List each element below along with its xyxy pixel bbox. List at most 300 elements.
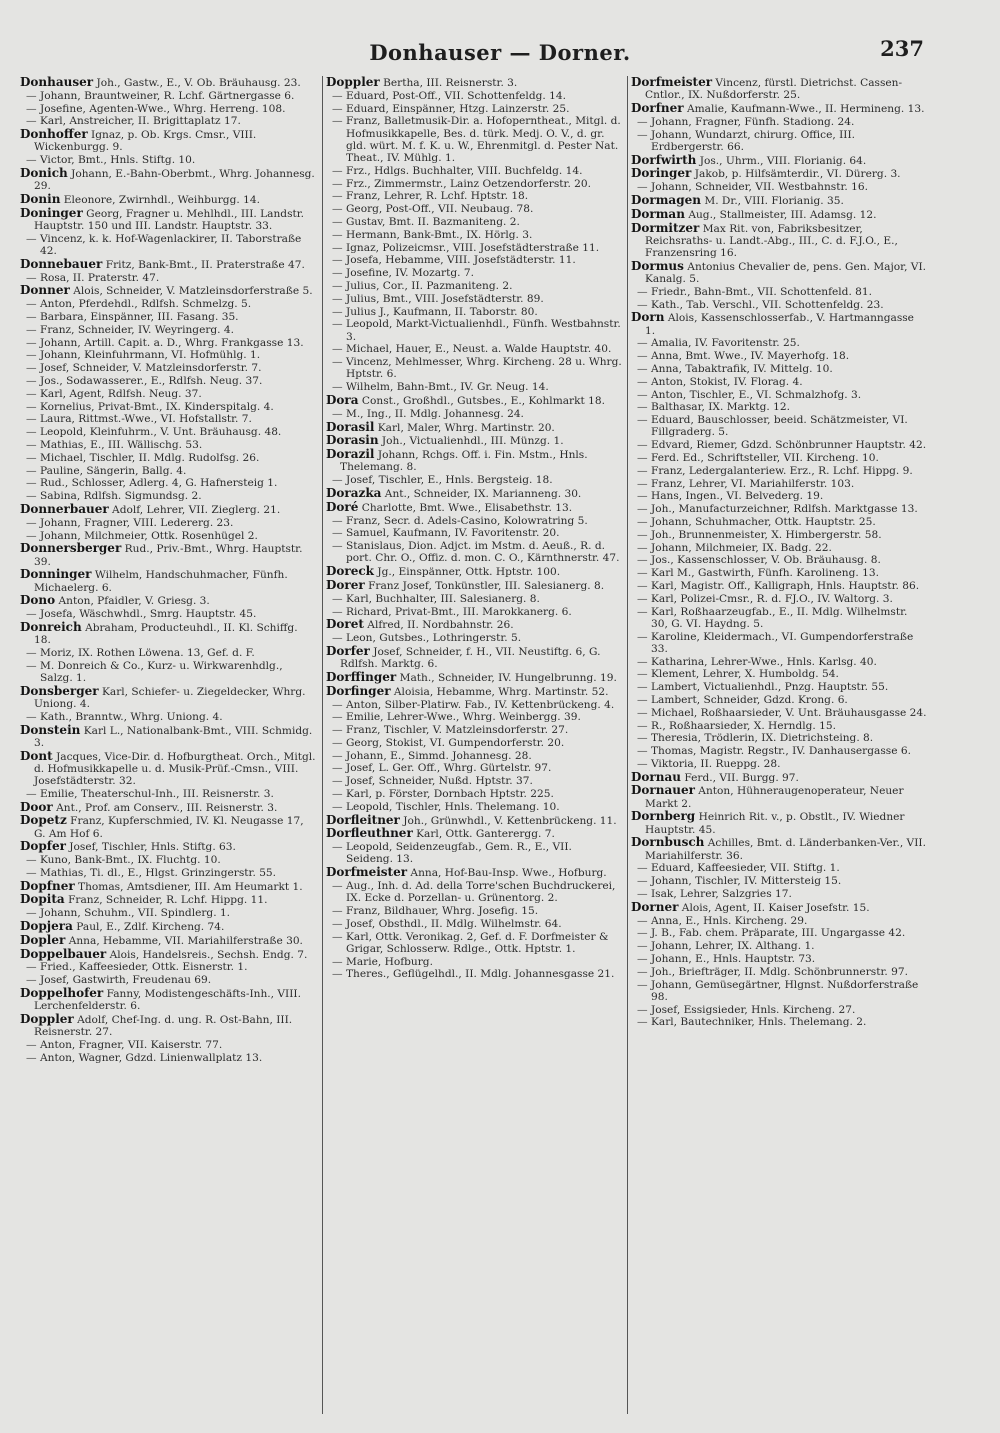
entry-text: Theres., Geflügelhdl., II. Mdlg. Johannesgasse 21. xyxy=(345,968,615,981)
entry-text: Josef, L. Ger. Off., Whrg. Gürtelstr. 97. xyxy=(345,762,552,775)
directory-entry xyxy=(631,966,927,978)
directory-entry xyxy=(631,758,927,770)
entry-text: Franz, Lehrer, R. Lchf. Hptstr. 18. xyxy=(345,190,529,203)
ditto-dash: — xyxy=(332,164,346,177)
directory-entry xyxy=(326,931,622,955)
entry-text: Adolf, Lehrer, VII. Zieglerg. 21. xyxy=(112,503,281,516)
entry-text: Amalia, IV. Favoritenstr. 25. xyxy=(650,337,800,350)
entry-text: Johann, Fragner, VIII. Ledererg. 23. xyxy=(39,516,234,529)
directory-entry xyxy=(20,258,316,271)
entry-text: Lambert, Schneider, Gdzd. Krong. 6. xyxy=(650,693,848,706)
entry-text: Karl, Roßhaarzeugfab., E., II. Mdlg. Wilhelmstr. 30, G. VI. Haydng. 5. xyxy=(650,605,908,630)
entry-text: Lambert, Victualienhdl., Pnzg. Hauptstr. 55. xyxy=(650,681,889,694)
directory-entry xyxy=(326,866,622,879)
ditto-dash: — xyxy=(637,401,651,414)
directory-entry xyxy=(326,711,622,723)
directory-entry xyxy=(20,1052,316,1064)
ditto-dash: — xyxy=(26,271,40,284)
directory-entry xyxy=(631,401,927,413)
directory-entry xyxy=(326,178,622,190)
ditto-dash: — xyxy=(26,438,40,451)
directory-entry xyxy=(631,167,927,180)
entry-surname: Donhauser xyxy=(20,76,94,89)
directory-entry xyxy=(631,286,927,298)
ditto-dash: — xyxy=(26,529,40,542)
entry-text: Joh., Manufacturzeichner, Rdlfsh. Marktgasse 13. xyxy=(650,503,918,516)
entry-surname: Donhoffer xyxy=(20,127,88,142)
directory-entry xyxy=(20,608,316,620)
ditto-dash: — xyxy=(332,356,346,369)
directory-entry xyxy=(20,961,316,973)
column-divider xyxy=(627,76,628,1414)
directory-entry xyxy=(631,208,927,221)
entry-text: Franz, Bildhauer, Whrg. Josefig. 15. xyxy=(345,905,539,918)
entry-text: Joh., Grünwhdl., V. Kettenbrückeng. 11. xyxy=(403,814,617,827)
entry-text: Achilles, Bmt. d. Länderbanken-Ver., VII. Mariahilferstr. 36. xyxy=(645,837,926,862)
directory-entry xyxy=(20,987,316,1012)
ditto-dash: — xyxy=(637,451,651,464)
ditto-dash: — xyxy=(637,515,651,528)
ditto-dash: — xyxy=(26,115,40,128)
directory-entry xyxy=(326,318,622,342)
entry-text: Karl M., Gastwirth, Fünfh. Karolineng. 13. xyxy=(650,567,879,580)
directory-entry xyxy=(20,788,316,800)
directory-entry xyxy=(20,660,316,684)
entry-text: Anton, Wagner, Gdzd. Linienwallplatz 13. xyxy=(39,1051,263,1064)
entry-text: Johann, Schneider, VII. Westbahnstr. 16. xyxy=(650,181,868,194)
ditto-dash: — xyxy=(332,381,346,394)
entry-text: Mathias, E., III. Wällischg. 53. xyxy=(39,438,203,451)
directory-entry xyxy=(326,880,622,904)
entry-text: Eleonore, Zwirnhdl., Weihburgg. 14. xyxy=(63,193,260,206)
ditto-dash: — xyxy=(637,503,651,516)
ditto-dash: — xyxy=(26,426,40,439)
directory-entry xyxy=(20,233,316,257)
entry-text: Michael, Hauer, E., Neust. a. Walde Hauptstr. 40. xyxy=(345,343,612,356)
directory-entry xyxy=(631,490,927,502)
directory-entry xyxy=(631,836,927,861)
directory-entry xyxy=(20,840,316,853)
ditto-dash: — xyxy=(332,190,346,203)
directory-entry xyxy=(631,363,927,375)
column-2 xyxy=(326,76,622,1414)
directory-entry xyxy=(326,618,622,631)
entry-text: Karl, Anstreicher, II. Brigittaplatz 17. xyxy=(39,115,241,128)
entry-text: Emilie, Lehrer-Wwe., Whrg. Weinbergg. 39. xyxy=(345,711,581,724)
entry-text: Franz Josef, Tonkünstler, III. Salesianerg. 8. xyxy=(368,579,605,592)
entry-text: Frz., Hdlgs. Buchhalter, VIII. Buchfeldg. 14. xyxy=(345,164,583,177)
directory-entry xyxy=(326,788,622,800)
entry-surname: Dopetz xyxy=(20,813,67,828)
entry-surname: Dopfner xyxy=(20,878,75,893)
directory-entry xyxy=(326,306,622,318)
ditto-dash: — xyxy=(332,177,346,190)
entry-text: Aug., Stallmeister, III. Adamsg. 12. xyxy=(688,208,877,221)
directory-entry xyxy=(20,503,316,516)
directory-entry xyxy=(326,103,622,115)
directory-entry xyxy=(631,567,927,579)
entry-text: Samuel, Kaufmann, IV. Favoritenstr. 20. xyxy=(345,527,560,540)
entry-text: Ferd., VII. Burgg. 97. xyxy=(684,771,799,784)
directory-entry xyxy=(20,375,316,387)
entry-text: Eduard, Einspänner, Htzg. Lainzerstr. 25. xyxy=(345,102,570,115)
entry-surname: Dorfleuthner xyxy=(326,826,413,841)
directory-entry xyxy=(631,862,927,874)
ditto-dash: — xyxy=(637,528,651,541)
directory-entry xyxy=(631,350,927,362)
column-3 xyxy=(631,76,927,1414)
ditto-dash: — xyxy=(637,706,651,719)
ditto-dash: — xyxy=(637,693,651,706)
entry-text: Jg., Einspänner, Ottk. Hptstr. 100. xyxy=(377,566,561,579)
entry-surname: Dornauer xyxy=(631,783,695,798)
entry-text: Richard, Privat-Bmt., III. Marokkanerg. 6. xyxy=(345,605,572,618)
entry-surname: Dornberg xyxy=(631,809,696,824)
ditto-dash: — xyxy=(637,298,651,311)
ditto-dash: — xyxy=(637,490,651,503)
directory-entry xyxy=(326,527,622,539)
entry-surname: Door xyxy=(20,799,53,814)
entry-text: Johann, Milchmeier, IX. Badg. 22. xyxy=(650,541,832,554)
entry-text: Franz, Schneider, IV. Weyringerg. 4. xyxy=(39,323,235,336)
directory-entry xyxy=(631,707,927,719)
entry-surname: Doppler xyxy=(326,76,380,89)
entry-text: Karl, Bautechniker, Hnls. Thelemang. 2. xyxy=(650,1016,867,1029)
ditto-dash: — xyxy=(637,875,651,888)
ditto-dash: — xyxy=(26,477,40,490)
directory-entry xyxy=(326,632,622,644)
ditto-dash: — xyxy=(637,745,651,758)
directory-entry xyxy=(326,565,622,578)
directory-entry xyxy=(20,542,316,567)
entry-text: Eduard, Post-Off., VII. Schottenfeldg. 14. xyxy=(345,89,566,102)
entry-text: Georg, Post-Off., VII. Neubaug. 78. xyxy=(345,203,534,216)
entry-text: Josef, Tischler, Hnls. Stiftg. 63. xyxy=(69,841,236,854)
entry-surname: Dorfleitner xyxy=(326,812,400,827)
ditto-dash: — xyxy=(332,905,346,918)
directory-entry xyxy=(631,299,927,311)
directory-entry xyxy=(20,76,316,89)
directory-entry xyxy=(631,554,927,566)
entry-text: Anna, Tabaktrafik, IV. Mittelg. 10. xyxy=(650,362,833,375)
entry-text: Josef, Schneider, V. Matzleinsdorferstr. 7. xyxy=(39,362,262,375)
entry-surname: Dorazka xyxy=(326,485,382,500)
page-title: Donhauser — Dorner. xyxy=(369,40,631,65)
entry-text: Victor, Bmt., Hnls. Stiftg. 10. xyxy=(39,154,196,167)
entry-text: Anton, Hühneraugenoperateur, Neuer Markt 2. xyxy=(645,785,904,810)
entry-text: Josefine, IV. Mozartg. 7. xyxy=(345,267,474,280)
directory-entry xyxy=(326,750,622,762)
entry-text: Karl, Agent, Rdlfsh. Neug. 37. xyxy=(39,387,202,400)
entry-text: Franz, Ledergalanteriew. Erz., R. Lchf. Hippg. 9. xyxy=(650,464,913,477)
entry-text: Johann, Kleinfuhrmann, VI. Hofmühlg. 1. xyxy=(39,349,261,362)
entry-text: Georg, Fragner u. Mehlhdl., III. Landstr. Hauptstr. 150 und III. Landstr. Hauptstr. 33. xyxy=(34,207,305,232)
column-1 xyxy=(20,76,316,1414)
directory-entry xyxy=(326,474,622,486)
entry-text: Joh., Brunnenmeister, X. Himbergerstr. 58. xyxy=(650,528,882,541)
directory-entry xyxy=(631,927,927,939)
directory-entry xyxy=(20,388,316,400)
ditto-dash: — xyxy=(637,375,651,388)
entry-text: Karl, Magistr. Off., Kalligraph, Hnls. Hauptstr. 86. xyxy=(650,579,920,592)
ditto-dash: — xyxy=(332,775,346,788)
entry-text: Anton, Fragner, VII. Kaiserstr. 77. xyxy=(39,1039,223,1052)
entry-text: Ignaz, p. Ob. Krgs. Cmsr., VIII. Wickenburgg. 9. xyxy=(34,129,257,154)
directory-entry xyxy=(20,298,316,310)
entry-text: Joh., Gastw., E., V. Ob. Bräuhausg. 23. xyxy=(96,77,301,89)
ditto-dash: — xyxy=(332,605,346,618)
ditto-dash: — xyxy=(332,514,346,527)
directory-entry xyxy=(20,621,316,646)
directory-entry xyxy=(631,771,927,784)
ditto-dash: — xyxy=(637,927,651,940)
directory-entry xyxy=(20,349,316,361)
entry-surname: Dorffinger xyxy=(326,669,397,684)
directory-entry xyxy=(631,222,927,260)
directory-entry xyxy=(326,801,622,813)
ditto-dash: — xyxy=(26,387,40,400)
entry-surname: Dopler xyxy=(20,932,66,947)
entry-surname: Doret xyxy=(326,617,364,632)
ditto-dash: — xyxy=(332,841,346,854)
entry-text: Stanislaus, Dion. Adjct. im Mstm. d. Aeuß., R. d. port. Chr. O., Offiz. d. mon. C. O., Kärnthnerstr. 47. xyxy=(345,540,620,565)
entry-text: Anna, Hebamme, VII. Mariahilferstraße 30. xyxy=(68,934,303,947)
ditto-dash: — xyxy=(26,787,40,800)
entry-surname: Dorfwirth xyxy=(631,152,697,167)
directory-entry xyxy=(20,724,316,749)
directory-entry xyxy=(326,724,622,736)
entry-text: Bertha, III. Reisnerstr. 3. xyxy=(383,77,518,89)
entry-text: Emilie, Theaterschul-Inh., III. Reisnerstr. 3. xyxy=(39,787,274,800)
entry-text: Karl, Maler, Whrg. Martinstr. 20. xyxy=(377,421,555,434)
directory-entry xyxy=(631,337,927,349)
entry-text: M., Ing., II. Mdlg. Johannesg. 24. xyxy=(345,407,524,420)
ditto-dash: — xyxy=(332,407,346,420)
entry-text: Amalie, Kaufmann-Wwe., II. Hermineng. 13. xyxy=(686,103,925,115)
entry-text: Ignaz, Polizeicmsr., VIII. Josefstädterstraße 11. xyxy=(345,241,600,254)
entry-text: Jos., Sodawasserer., E., Rdlfsh. Neug. 37. xyxy=(39,374,263,387)
entry-text: Karl L., Nationalbank-Bmt., VIII. Schmidg. 3. xyxy=(34,724,313,749)
ditto-dash: — xyxy=(637,1003,651,1016)
entry-text: J. B., Fab. chem. Präparate, III. Ungargasse 42. xyxy=(650,927,906,940)
ditto-dash: — xyxy=(637,978,651,991)
directory-entry xyxy=(20,401,316,413)
entry-text: Pauline, Sängerin, Ballg. 4. xyxy=(39,464,187,477)
ditto-dash: — xyxy=(637,719,651,732)
directory-entry xyxy=(631,875,927,887)
ditto-dash: — xyxy=(26,89,40,102)
entry-text: Kuno, Bank-Bmt., IX. Fluchtg. 10. xyxy=(39,854,221,867)
directory-entry xyxy=(631,979,927,1003)
entry-surname: Dorn xyxy=(631,310,665,325)
ditto-dash: — xyxy=(26,413,40,426)
entry-text: Josefa, Hebamme, VIII. Josefstädterstr. 11. xyxy=(345,254,576,267)
directory-entry xyxy=(631,116,927,128)
directory-entry xyxy=(631,732,927,744)
entry-text: Anton, Tischler, E., VI. Schmalzhofg. 3. xyxy=(650,388,862,401)
directory-entry xyxy=(631,784,927,809)
directory-entry xyxy=(20,311,316,323)
ditto-dash: — xyxy=(637,888,651,901)
entry-text: Viktoria, II. Rueppg. 28. xyxy=(650,757,781,770)
page-number: 237 xyxy=(880,36,924,61)
ditto-dash: — xyxy=(332,89,346,102)
entry-text: Josef, Schneider, Nußd. Hptstr. 37. xyxy=(345,775,533,788)
ditto-dash: — xyxy=(332,343,346,356)
ditto-dash: — xyxy=(26,974,40,987)
ditto-dash: — xyxy=(637,579,651,592)
directory-entry xyxy=(326,242,622,254)
directory-entry xyxy=(20,814,316,839)
ditto-dash: — xyxy=(637,914,651,927)
ditto-dash: — xyxy=(637,655,651,668)
entry-text: Johann, Schuhm., VII. Spindlerg. 1. xyxy=(39,907,231,920)
directory-entry xyxy=(631,260,927,285)
directory-entry xyxy=(326,501,622,514)
directory-entry xyxy=(631,542,927,554)
ditto-dash: — xyxy=(26,907,40,920)
directory-entry xyxy=(20,207,316,232)
directory-entry xyxy=(326,579,622,592)
ditto-dash: — xyxy=(332,711,346,724)
entry-text: Thomas, Amtsdiener, III. Am Heumarkt 1. xyxy=(78,880,303,893)
entry-text: Antonius Chevalier de, pens. Gen. Major, VI. Kanalg. 5. xyxy=(645,260,927,285)
directory-entry xyxy=(20,128,316,153)
directory-entry xyxy=(326,606,622,618)
entry-surname: Doninger xyxy=(20,205,83,220)
directory-entry xyxy=(631,129,927,153)
directory-entry xyxy=(631,720,927,732)
ditto-dash: — xyxy=(332,305,346,318)
entry-text: Anton, Pferdehdl., Rdlfsh. Schmelzg. 5. xyxy=(39,298,252,311)
entry-text: Anton, Pfaidler, V. Griesg. 3. xyxy=(58,595,210,608)
ditto-dash: — xyxy=(26,336,40,349)
entry-text: Math., Schneider, IV. Hungelbrunng. 19. xyxy=(399,671,617,684)
ditto-dash: — xyxy=(332,800,346,813)
entry-text: Leopold, Tischler, Hnls. Thelemang. 10. xyxy=(345,800,560,813)
entry-text: Kath., Branntw., Whrg. Uniong. 4. xyxy=(39,710,223,723)
entry-text: Leopold, Markt-Victualienhdl., Fünfh. Westbahnstr. 3. xyxy=(345,318,621,343)
ditto-dash: — xyxy=(332,736,346,749)
entry-text: Rosa, II. Praterstr. 47. xyxy=(39,271,160,284)
ditto-dash: — xyxy=(26,961,40,974)
entry-text: Alois, Agent, II. Kaiser Josefstr. 15. xyxy=(681,901,870,914)
entry-text: Adolf, Chef-Ing. d. ung. R. Ost-Bahn, III. Reisnerstr. 27. xyxy=(34,1014,293,1039)
ditto-dash: — xyxy=(637,362,651,375)
ditto-dash: — xyxy=(332,267,346,280)
directory-entry xyxy=(326,841,622,865)
entry-text: Leon, Gutsbes., Lothringerstr. 5. xyxy=(345,632,522,645)
ditto-dash: — xyxy=(637,567,651,580)
directory-entry xyxy=(326,956,622,968)
directory-entry xyxy=(631,516,927,528)
entry-text: Franz, Schneider, R. Lchf. Hippg. 11. xyxy=(68,894,268,907)
entry-text: Josef, Tischler, E., Hnls. Bergsteig. 18. xyxy=(345,474,553,487)
ditto-dash: — xyxy=(332,279,346,292)
ditto-dash: — xyxy=(637,337,651,350)
ditto-dash: — xyxy=(332,917,346,930)
entry-text: Max Rit. von, Fabriksbesitzer, Reichsraths- u. Landt.-Abg., III., C. d. F.J.O., E., Franzensring 16. xyxy=(645,222,898,259)
entry-text: Abraham, Producteuhdl., II. Kl. Schiffg. 18. xyxy=(34,621,298,647)
directory-entry xyxy=(631,915,927,927)
entry-text: Anna, Hof-Bau-Insp. Wwe., Hofburg. xyxy=(410,867,607,880)
ditto-dash: — xyxy=(637,757,651,770)
ditto-dash: — xyxy=(332,241,346,254)
ditto-dash: — xyxy=(637,953,651,966)
directory-entry xyxy=(20,167,316,192)
entry-text: Alois, Kassenschlosserfab., V. Hartmanngasse 1. xyxy=(645,312,914,337)
entry-text: Karoline, Kleidermach., VI. Gumpendorferstraße 33. xyxy=(650,630,914,655)
directory-entry xyxy=(20,880,316,893)
entry-text: Sabina, Rdlfsh. Sigmundsg. 2. xyxy=(39,490,202,503)
directory-entry xyxy=(631,465,927,477)
entry-text: Anton, Silber-Platirw. Fab., IV. Kettenbrückeng. 4. xyxy=(345,698,615,711)
directory-entry xyxy=(326,421,622,434)
entry-surname: Dorasil xyxy=(326,419,375,434)
ditto-dash: — xyxy=(332,880,346,893)
entry-surname: Dorer xyxy=(326,577,365,592)
directory-entry xyxy=(20,426,316,438)
directory-entry xyxy=(631,194,927,207)
ditto-dash: — xyxy=(637,605,651,618)
ditto-dash: — xyxy=(26,659,40,672)
entry-surname: Doreck xyxy=(326,564,374,579)
entry-text: Jos., Uhrm., VIII. Florianig. 64. xyxy=(699,154,867,167)
directory-entry xyxy=(631,1016,927,1028)
ditto-dash: — xyxy=(332,968,346,981)
entry-text: Mathias, Ti. dl., E., Hlgst. Grinzingerstr. 55. xyxy=(39,866,277,879)
directory-entry xyxy=(326,645,622,670)
directory-entry xyxy=(326,343,622,355)
ditto-dash: — xyxy=(332,228,346,241)
entry-text: Franz, Lehrer, VI. Mariahilferstr. 103. xyxy=(650,477,855,490)
ditto-dash: — xyxy=(332,788,346,801)
entry-text: Karl, p. Förster, Dornbach Hptstr. 225. xyxy=(345,788,554,801)
entry-surname: Donnersberger xyxy=(20,541,122,556)
ditto-dash: — xyxy=(637,128,651,141)
directory-entry xyxy=(20,934,316,947)
directory-entry xyxy=(631,154,927,167)
entry-text: Josef, Gastwirth, Freudenau 69. xyxy=(39,974,212,987)
directory-entry xyxy=(631,593,927,605)
ditto-dash: — xyxy=(26,298,40,311)
entry-surname: Dorner xyxy=(631,899,679,914)
entry-text: Anton, Stokist, IV. Florag. 4. xyxy=(650,375,803,388)
ditto-dash: — xyxy=(332,724,346,737)
entry-surname: Dont xyxy=(20,748,53,763)
entry-text: Frz., Zimmermstr., Lainz Oetzendorferstr. 20. xyxy=(345,177,592,190)
ditto-dash: — xyxy=(637,965,651,978)
directory-entry xyxy=(326,827,622,840)
directory-entry xyxy=(631,810,927,835)
entry-surname: Dornbusch xyxy=(631,835,705,850)
directory-entry xyxy=(20,568,316,593)
ditto-dash: — xyxy=(637,541,651,554)
ditto-dash: — xyxy=(332,592,346,605)
entry-text: Kornelius, Privat-Bmt., IX. Kinderspitalg. 4. xyxy=(39,400,274,413)
ditto-dash: — xyxy=(26,451,40,464)
entry-text: Klement, Lehrer, X. Humboldg. 54. xyxy=(650,668,839,681)
ditto-dash: — xyxy=(332,474,346,487)
entry-text: Wilhelm, Handschuhmacher, Fünfh. Michaelerg. 6. xyxy=(34,569,288,594)
entry-text: Johann, Tischler, IV. Mittersteig 15. xyxy=(650,875,842,888)
ditto-dash: — xyxy=(637,554,651,567)
entry-text: Franz, Balletmusik-Dir. a. Hofoperntheat., Mitgl. d. Hofmusikkapelle, Bes. d. türk. Medj. O. V., d. gr. gld. würt. M. f. K. u. W., Ehrenmitgl. d. Pester Nat. Theat., IV. Mühlg. 1. xyxy=(345,115,621,164)
entry-surname: Donstein xyxy=(20,722,81,737)
ditto-dash: — xyxy=(332,318,346,331)
directory-entry xyxy=(20,337,316,349)
entry-text: Johann, Lehrer, IX. Althang. 1. xyxy=(650,940,815,953)
